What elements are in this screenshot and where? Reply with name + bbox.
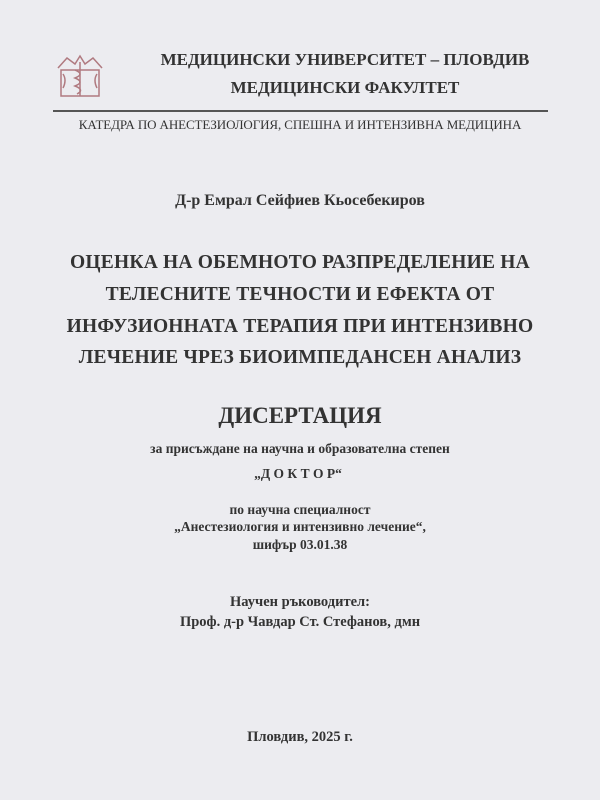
author-name: Д-р Емрал Сейфиев Кьосебекиров xyxy=(175,192,425,209)
specialty-name: „Анестезиология и интензивно лечение“, xyxy=(174,519,426,534)
supervisor-name: Проф. д-р Чавдар Ст. Стефанов, дмн xyxy=(179,614,421,630)
supervisor-label: Научен ръководител: xyxy=(230,594,370,610)
department-name: КАТЕДРА ПО АНЕСТЕЗИОЛОГИЯ, СПЕШНА И ИНТЕНЗИВНА МЕДИЦИНА xyxy=(78,117,522,132)
degree-purpose: за присъждане на научна и образователна степен xyxy=(150,441,450,456)
place-and-year: Пловдив, 2025 г. xyxy=(247,729,353,745)
degree-name: „Д О К Т О Р“ xyxy=(254,466,342,481)
title-line: ОЦЕНКА НА ОБЕМНОТО РАЗПРЕДЕЛЕНИЕ НА xyxy=(70,252,530,273)
title-line: ТЕЛЕСНИТЕ ТЕЧНОСТИ И ЕФЕКТА ОТ xyxy=(105,284,495,305)
dissertation-heading: ДИСЕРТАЦИЯ xyxy=(218,403,382,428)
university-name: МЕДИЦИНСКИ УНИВЕРСИТЕТ – ПЛОВДИВ xyxy=(160,50,530,69)
specialty-label: по научна специалност xyxy=(229,502,371,517)
faculty-name: МЕДИЦИНСКИ ФАКУЛТЕТ xyxy=(230,78,460,97)
header-divider xyxy=(53,110,548,112)
title-line: ЛЕЧЕНИЕ ЧРЕЗ БИОИМПЕДАНСЕН АНАЛИЗ xyxy=(78,347,522,368)
university-logo xyxy=(55,50,105,100)
specialty-code: шифър 03.01.38 xyxy=(252,537,348,552)
title-line: ИНФУЗИОННАТА ТЕРАПИЯ ПРИ ИНТЕНЗИВНО xyxy=(66,316,534,337)
